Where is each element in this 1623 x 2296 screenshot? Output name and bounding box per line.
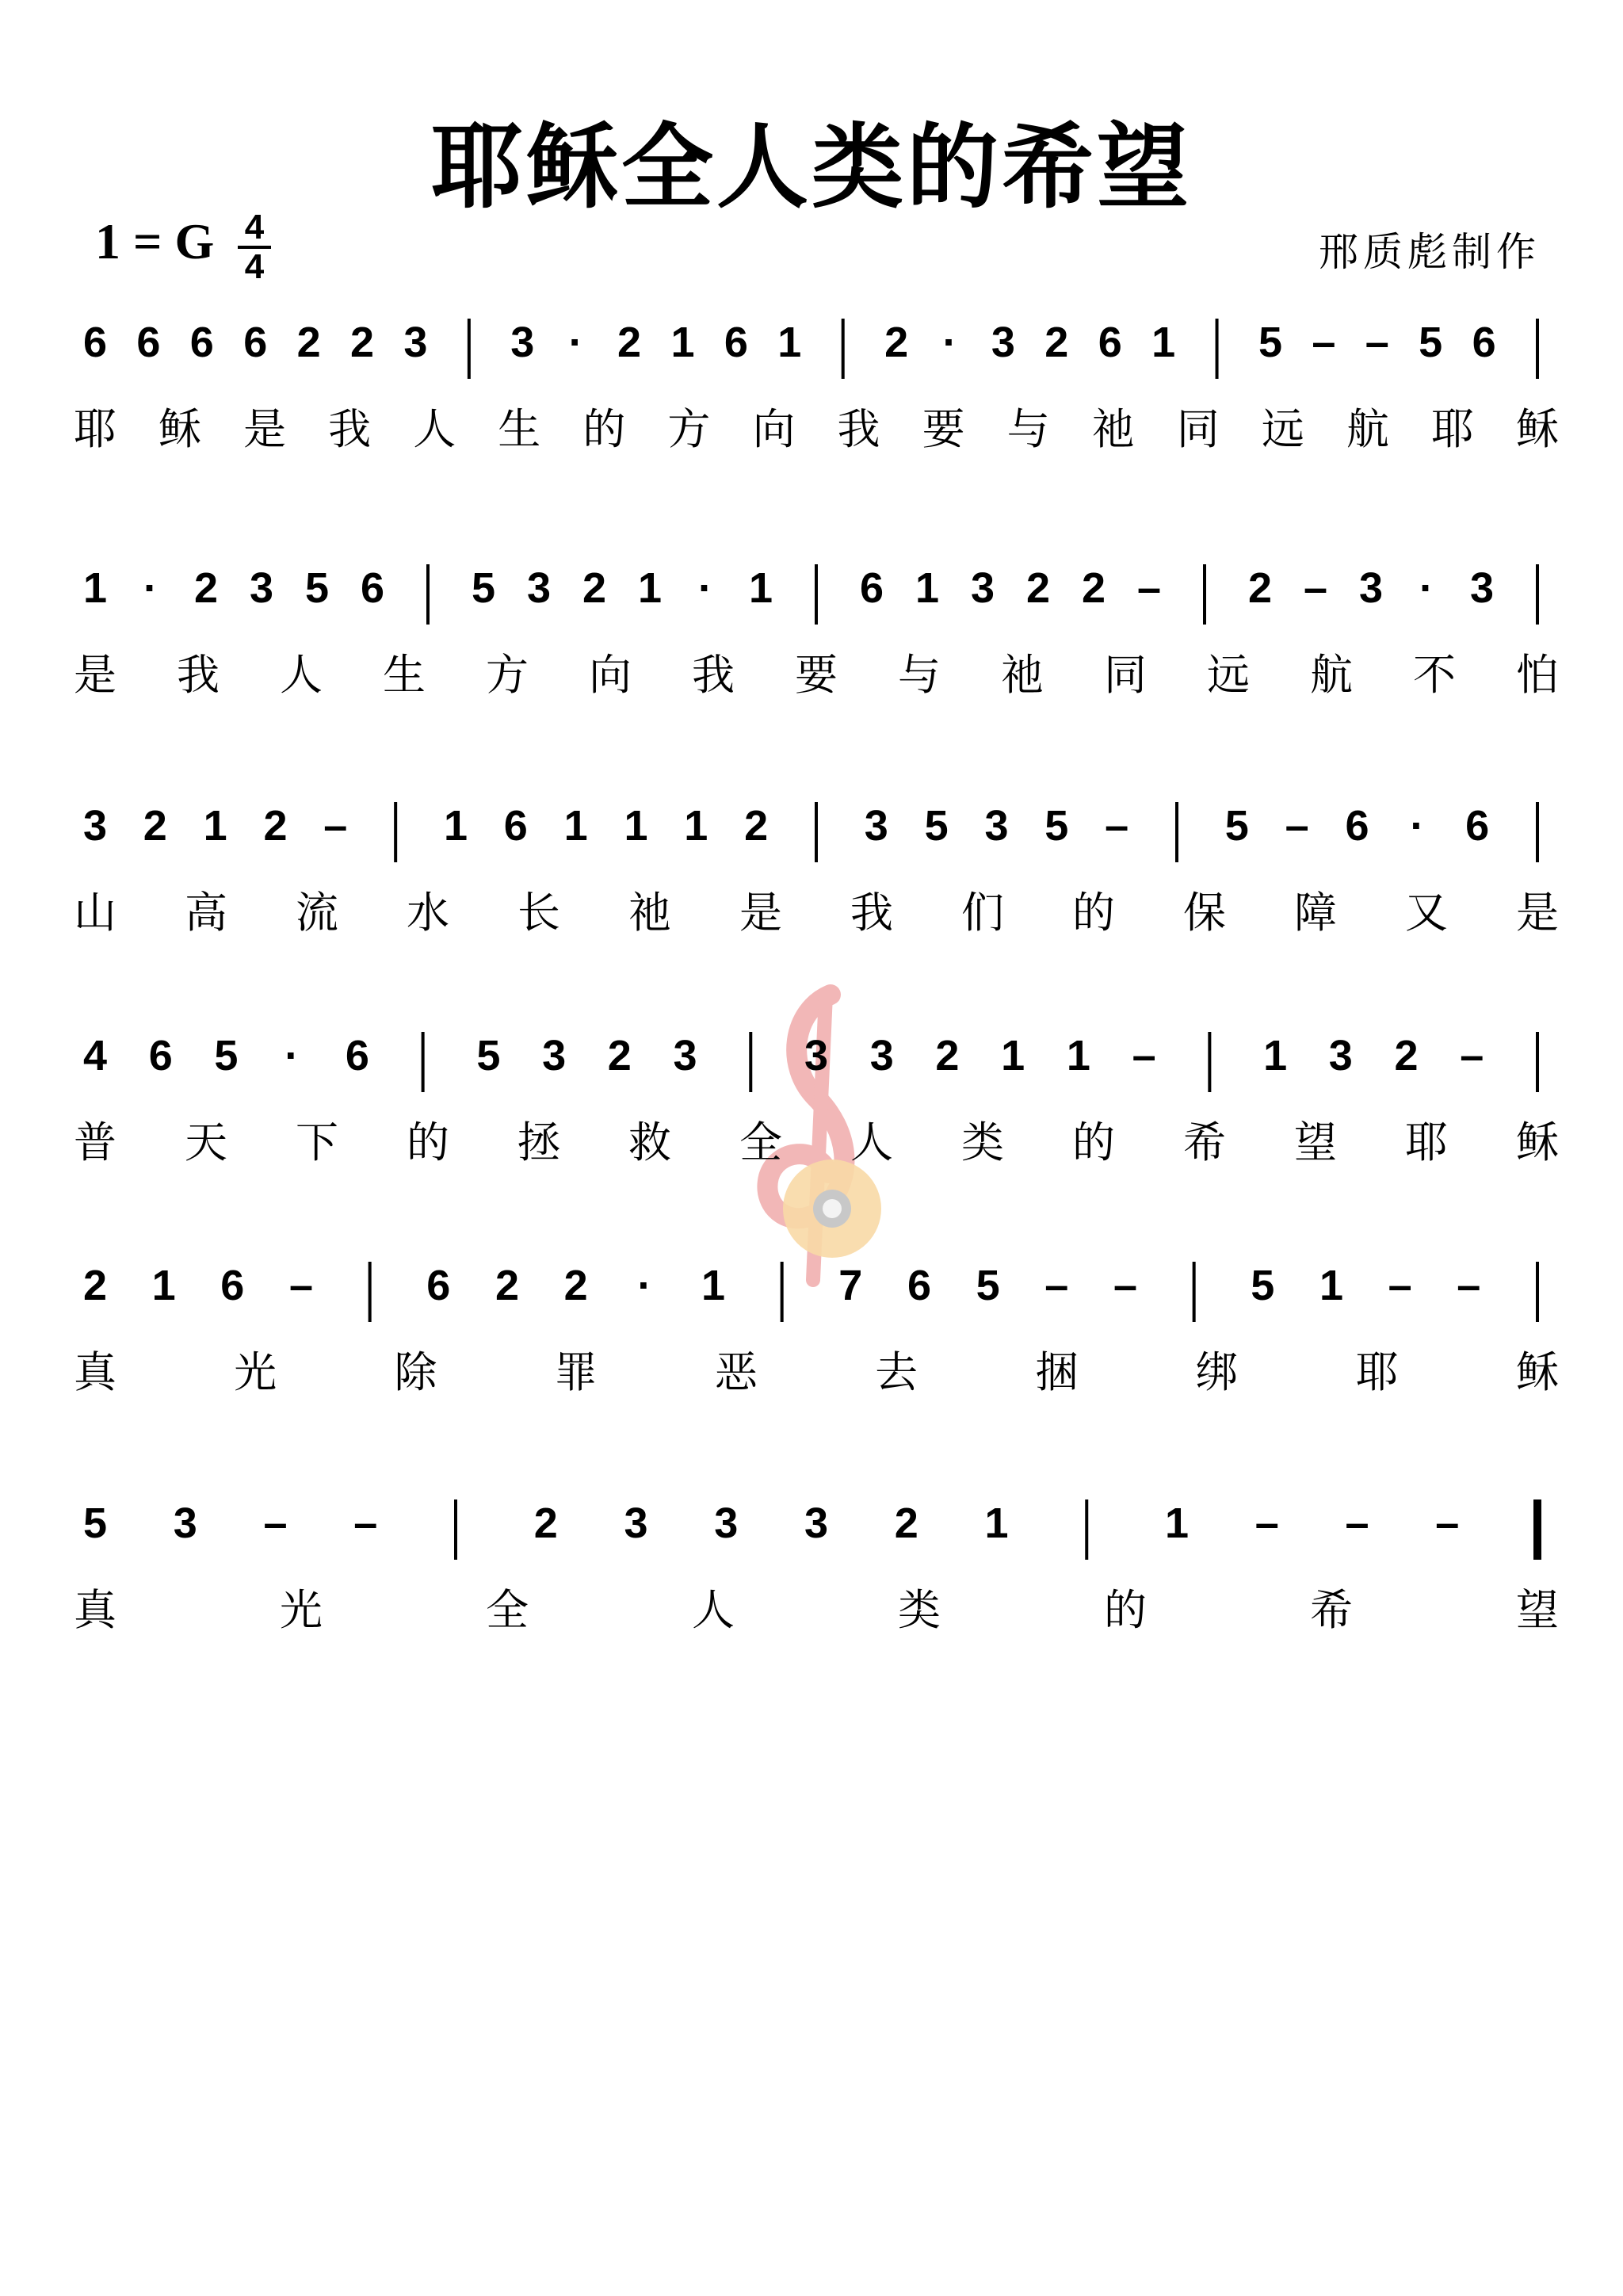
note: 3	[864, 802, 888, 850]
time-signature-denominator: 4	[244, 247, 265, 286]
sustain-dash: –	[1113, 1262, 1138, 1309]
note: 5	[82, 1499, 108, 1547]
note: 6	[724, 319, 748, 366]
lyric-syllable: 同	[1176, 404, 1220, 454]
note: 2	[143, 802, 167, 850]
notation-line	[83, 319, 1537, 379]
note: 1	[748, 564, 773, 612]
lyric-line	[74, 1117, 1559, 1167]
note: 2	[263, 802, 288, 850]
lyric-syllable: 远	[1261, 404, 1304, 454]
note: 5	[304, 564, 330, 612]
lyric-syllable: 救	[628, 1117, 671, 1167]
note: 3	[970, 564, 995, 612]
sustain-dash: –	[1254, 1499, 1279, 1547]
lyric-syllable: 航	[1310, 650, 1353, 700]
note: 1	[1001, 1032, 1025, 1079]
note: 2	[193, 564, 219, 612]
sustain-dash: –	[1345, 1499, 1369, 1547]
sustain-dash: –	[1365, 319, 1389, 366]
lyric-syllable: 与	[898, 650, 941, 700]
lyric-syllable: 下	[296, 1117, 338, 1167]
lyric-syllable: 是	[1516, 888, 1559, 938]
lyric-syllable: 障	[1294, 888, 1337, 938]
lyric-syllable: 希	[1183, 1117, 1226, 1167]
lyric-syllable: 生	[383, 650, 426, 700]
lyric-syllable: 耶	[74, 404, 116, 454]
note: 2	[533, 1499, 558, 1547]
lyric-syllable: 要	[795, 650, 838, 700]
note: 1	[203, 802, 227, 850]
note: 1	[443, 802, 468, 850]
note: 3	[82, 802, 108, 850]
lyric-syllable: 山	[74, 888, 116, 938]
lyric-syllable: 光	[280, 1585, 323, 1635]
lyric-syllable: 是	[243, 404, 287, 454]
note: 3	[991, 319, 1015, 366]
note: 6	[859, 564, 884, 612]
note: 3	[1328, 1032, 1353, 1079]
dotted-rhythm: ·	[637, 1262, 652, 1309]
lyric-syllable: 航	[1346, 404, 1389, 454]
lyric-syllable: 捆	[1035, 1347, 1079, 1397]
note: 1	[624, 802, 648, 850]
sustain-dash: –	[1312, 319, 1336, 366]
lyric-syllable: 拯	[517, 1117, 560, 1167]
note: 3	[869, 1032, 894, 1079]
note: 3	[173, 1499, 197, 1547]
note: 2	[296, 319, 321, 366]
lyric-syllable: 绑	[1195, 1347, 1239, 1397]
note: 1	[670, 319, 695, 366]
lyric-syllable: 祂	[628, 888, 671, 938]
lyric-syllable: 稣	[1516, 1347, 1559, 1397]
lyric-syllable: 除	[394, 1347, 437, 1397]
notation-line	[83, 1499, 1537, 1560]
note: 1	[637, 564, 663, 612]
note: 6	[1472, 319, 1496, 366]
lyric-syllable: 稣	[1516, 404, 1559, 454]
lyric-syllable: 我	[692, 650, 735, 700]
note: 3	[673, 1032, 697, 1079]
note: 1	[1151, 319, 1176, 366]
note: 6	[1345, 802, 1369, 850]
note: 3	[526, 564, 552, 612]
key-signature: 1 = G	[95, 213, 215, 269]
note: 2	[582, 564, 607, 612]
note: 2	[1394, 1032, 1419, 1079]
sustain-dash: –	[1044, 1262, 1069, 1309]
lyric-syllable: 罪	[554, 1347, 598, 1397]
lyric-line	[74, 888, 1559, 938]
dotted-rhythm: ·	[143, 564, 158, 612]
lyric-syllable: 稣	[1516, 1117, 1559, 1167]
notation-line	[83, 802, 1537, 862]
notation-line	[83, 564, 1537, 625]
note: 1	[1319, 1262, 1344, 1309]
lyric-line	[74, 404, 1559, 454]
note: 5	[1224, 802, 1249, 850]
dotted-rhythm: ·	[568, 319, 583, 366]
note: 6	[220, 1262, 245, 1309]
note: 6	[82, 319, 108, 366]
lyric-syllable: 向	[752, 404, 796, 454]
note: 3	[804, 1499, 829, 1547]
sustain-dash: –	[263, 1499, 288, 1547]
note: 5	[214, 1032, 239, 1079]
dotted-rhythm: ·	[285, 1032, 300, 1079]
lyric-line	[74, 1585, 1559, 1635]
lyric-syllable: 祂	[1091, 404, 1135, 454]
note: 1	[1066, 1032, 1090, 1079]
lyric-syllable: 怕	[1516, 650, 1559, 700]
note: 3	[403, 319, 428, 366]
note: 1	[1164, 1499, 1190, 1547]
lyric-syllable: 全	[486, 1585, 529, 1635]
note: 1	[82, 564, 108, 612]
note: 5	[1419, 319, 1443, 366]
sustain-dash: –	[1388, 1262, 1412, 1309]
lyric-syllable: 稣	[158, 404, 202, 454]
lyric-syllable: 真	[74, 1585, 116, 1635]
lyric-syllable: 与	[1006, 404, 1050, 454]
note: 6	[189, 319, 214, 366]
lyric-syllable: 是	[74, 650, 116, 700]
lyric-syllable: 的	[1072, 1117, 1115, 1167]
lyric-syllable: 我	[177, 650, 220, 700]
note: 2	[744, 802, 769, 850]
lyric-syllable: 类	[961, 1117, 1004, 1167]
note: 1	[563, 802, 588, 850]
lyric-syllable: 天	[185, 1117, 227, 1167]
note: 2	[935, 1032, 960, 1079]
note: 6	[136, 319, 161, 366]
lyric-syllable: 不	[1413, 650, 1456, 700]
note: 7	[838, 1262, 863, 1309]
note: 1	[1263, 1032, 1288, 1079]
lyric-syllable: 同	[1104, 650, 1147, 700]
sustain-dash: –	[1435, 1499, 1460, 1547]
lyric-line	[74, 1347, 1559, 1397]
sustain-dash: –	[1303, 564, 1328, 612]
note: 1	[777, 319, 802, 366]
note: 3	[804, 1032, 829, 1079]
note: 6	[243, 319, 268, 366]
lyric-syllable: 祂	[1001, 650, 1044, 700]
lyric-line	[74, 650, 1559, 700]
lyric-syllable: 长	[517, 888, 560, 938]
lyric-syllable: 水	[407, 888, 449, 938]
note: 2	[894, 1499, 918, 1547]
lyric-syllable: 们	[961, 888, 1004, 938]
note: 5	[1258, 319, 1282, 366]
lyric-syllable: 的	[1072, 888, 1115, 938]
lyric-syllable: 远	[1207, 650, 1250, 700]
lyric-syllable: 恶	[714, 1347, 758, 1397]
notation-line	[83, 1262, 1537, 1322]
note: 3	[984, 802, 1009, 850]
note: 2	[617, 319, 642, 366]
lyric-syllable: 我	[837, 404, 880, 454]
lyric-syllable: 人	[850, 1117, 893, 1167]
lyric-syllable: 高	[185, 888, 227, 938]
lyric-syllable: 去	[875, 1347, 918, 1397]
note: 1	[684, 802, 708, 850]
note: 6	[426, 1262, 451, 1309]
note: 2	[1044, 319, 1069, 366]
note: 2	[350, 319, 375, 366]
sustain-dash: –	[1457, 1262, 1481, 1309]
lyric-syllable: 方	[486, 650, 529, 700]
sustain-dash: –	[1136, 564, 1162, 612]
song-title: 耶稣全人类的希望	[431, 113, 1192, 221]
lyric-syllable: 我	[328, 404, 372, 454]
sustain-dash: –	[1285, 802, 1309, 850]
note: 2	[1081, 564, 1106, 612]
lyric-syllable: 流	[296, 888, 338, 938]
notation-line	[83, 1032, 1537, 1092]
lyric-syllable: 是	[739, 888, 782, 938]
note: 1	[701, 1262, 726, 1309]
lyric-syllable: 的	[1104, 1585, 1147, 1635]
sustain-dash: –	[1105, 802, 1129, 850]
lyric-syllable: 望	[1294, 1117, 1337, 1167]
note: 3	[1358, 564, 1384, 612]
lyric-syllable: 保	[1183, 888, 1226, 938]
note: 6	[503, 802, 528, 850]
sustain-dash: –	[1460, 1032, 1484, 1079]
lyric-syllable: 耶	[1405, 1117, 1448, 1167]
note: 1	[984, 1499, 1009, 1547]
note: 2	[82, 1262, 108, 1309]
time-signature-numerator: 4	[244, 208, 265, 246]
lyric-syllable: 的	[582, 404, 626, 454]
lyric-syllable: 生	[498, 404, 541, 454]
sustain-dash: –	[323, 802, 348, 850]
note: 5	[471, 564, 496, 612]
lyric-syllable: 耶	[1430, 404, 1474, 454]
note: 6	[1098, 319, 1122, 366]
lyric-syllable: 人	[692, 1585, 735, 1635]
note: 4	[82, 1032, 108, 1079]
note: 6	[360, 564, 385, 612]
note: 6	[1465, 802, 1490, 850]
lyric-syllable: 真	[74, 1347, 116, 1397]
note: 3	[510, 319, 535, 366]
lyric-syllable: 全	[739, 1117, 782, 1167]
note: 3	[624, 1499, 648, 1547]
lyric-syllable: 要	[922, 404, 965, 454]
note: 6	[907, 1262, 932, 1309]
lyric-syllable: 向	[589, 650, 632, 700]
note: 6	[148, 1032, 173, 1079]
note: 3	[542, 1032, 567, 1079]
note: 3	[249, 564, 274, 612]
lyric-syllable: 又	[1405, 888, 1448, 938]
lyric-syllable: 耶	[1355, 1347, 1399, 1397]
note: 3	[714, 1499, 739, 1547]
lyric-syllable: 的	[407, 1117, 449, 1167]
sustain-dash: –	[353, 1499, 378, 1547]
note: 1	[151, 1262, 176, 1309]
note: 2	[1247, 564, 1273, 612]
note: 2	[1025, 564, 1051, 612]
sustain-dash: –	[288, 1262, 314, 1309]
note: 5	[476, 1032, 501, 1079]
note: 5	[976, 1262, 1000, 1309]
author-credit: 邢质彪制作	[1319, 229, 1541, 275]
note: 3	[1469, 564, 1495, 612]
note: 2	[563, 1262, 588, 1309]
lyric-syllable: 望	[1516, 1585, 1559, 1635]
note: 2	[884, 319, 909, 366]
lyric-syllable: 类	[898, 1585, 941, 1635]
note: 2	[607, 1032, 632, 1079]
dotted-rhythm: ·	[942, 319, 957, 366]
dotted-rhythm: ·	[698, 564, 712, 612]
lyric-syllable: 人	[280, 650, 323, 700]
dotted-rhythm: ·	[1419, 564, 1434, 612]
lyric-syllable: 方	[667, 404, 711, 454]
lyric-syllable: 我	[850, 888, 893, 938]
note: 5	[1044, 802, 1069, 850]
note: 5	[924, 802, 949, 850]
lyric-syllable: 希	[1310, 1585, 1353, 1635]
sustain-dash: –	[1132, 1032, 1156, 1079]
note: 1	[915, 564, 940, 612]
dotted-rhythm: ·	[1410, 802, 1425, 850]
lyric-syllable: 人	[413, 404, 456, 454]
note: 2	[495, 1262, 520, 1309]
lyric-syllable: 普	[74, 1117, 116, 1167]
lyric-syllable: 光	[234, 1347, 277, 1397]
note: 5	[1251, 1262, 1275, 1309]
note: 6	[345, 1032, 369, 1079]
